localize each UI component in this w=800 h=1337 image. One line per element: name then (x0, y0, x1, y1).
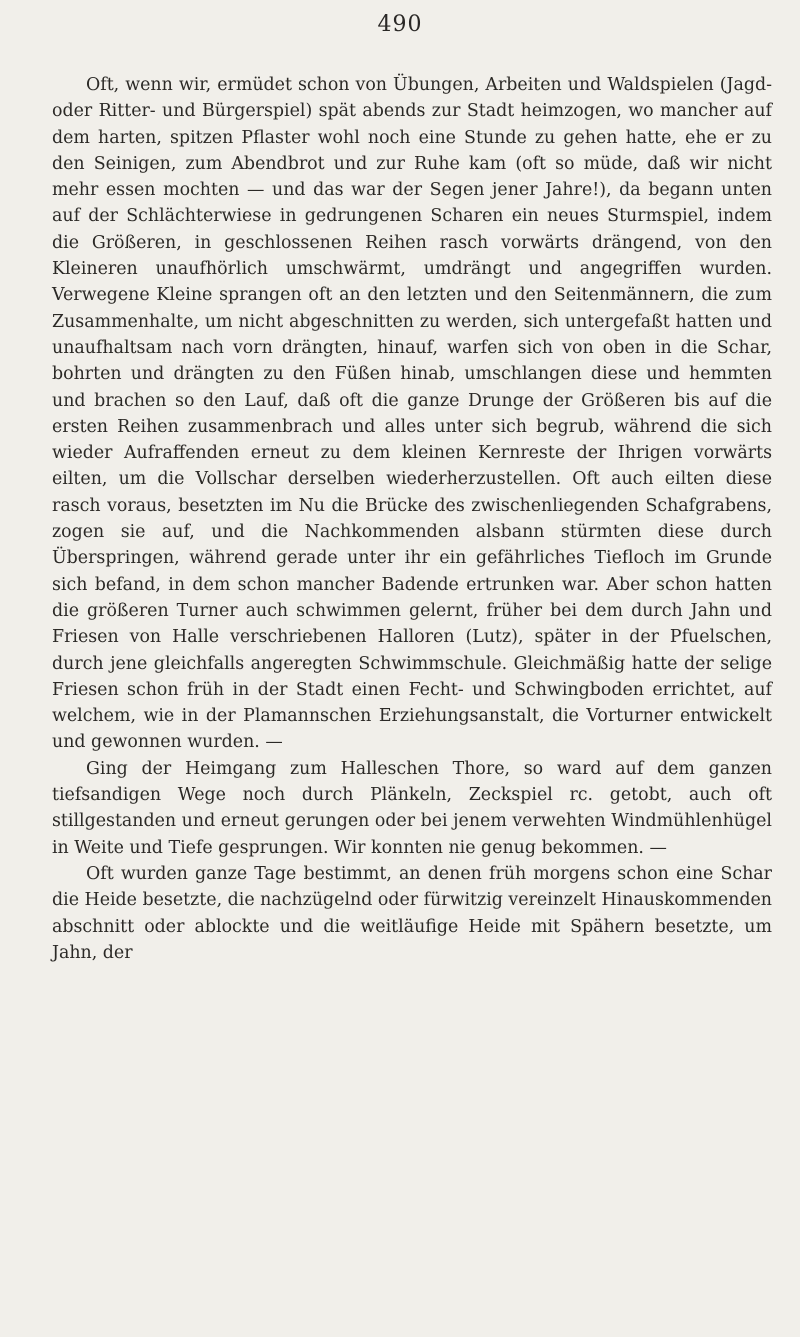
body-text (52, 72, 772, 966)
paragraph-sports-games: Oft, wenn wir, ermüdet schon von Übungen, Arbeiten und Waldspielen (Jagd- oder Ritter- und Bürgerspiel) spät abends zur Stadt heimzogen, wo mancher auf dem harten, spitzen Pflaster wohl noch eine Stunde zu gehen hatte, ehe er zu den Seinigen, zum Abendbrot und zur Ruhe kam (oft so müde, daß wir nicht mehr essen mochten — und das war der Segen jener Jahre!), da begann unten auf der Schlächterwiese in gedrungenen Scharen ein neues Sturmspiel, indem die Größeren, in geschlossenen Reihen rasch vorwärts drängend, von den Kleineren unaufhörlich umschwärmt, umdrängt und angegriffen wurden. Verwegene Kleine sprangen oft an den letzten und den Seitenmännern, die zum Zusammenhalte, um nicht abgeschnitten zu werden, sich untergefaßt hatten und unaufhaltsam nach vorn drängten, hinauf, warfen sich von oben in die Schar, bohrten und drängten zu den Füßen hinab, umschlangen diese und hemmten und brachen so den Lauf, daß oft die ganze Drunge der Größeren bis auf die ersten Reihen zusammenbrach und alles unter sich begrub, während die sich wieder Aufraffenden erneut zu dem kleinen Kernreste der Ihrigen vorwärts eilten, um die Vollschar derselben wiederherzustellen. Oft auch eilten diese rasch voraus, besetzten im Nu die Brücke des zwischenliegenden Schafgrabens, zogen sie auf, und die Nachkommenden alsbann stürmten diese durch Überspringen, während gerade unter ihr ein gefährliches Tiefloch im Grunde sich befand, in dem schon mancher Badende ertrunken war. Aber schon hatten die größeren Turner auch schwimmen gelernt, früher bei dem durch Jahn und Friesen von Halle verschriebenen Halloren (Lutz), später in der Pfuelschen, durch jene gleichfalls angeregten Schwimmschule. Gleichmäßig hatte der selige Friesen schon früh in der Stadt einen Fecht- und Schwingboden errichtet, auf welchem, wie in der Plamannschen Erziehungsanstalt, die Vorturner entwickelt und gewonnen wurden. — (52, 75, 772, 753)
paragraph-way-home: Ging der Heimgang zum Halleschen Thore, so ward auf dem ganzen tiefsandigen Wege noch durch Plänkeln, Zeckspiel rc. getobt, auch oft stillgestanden und erneut gerungen oder bei jenem verwehten Windmühlenhügel in Weite und Tiefe gesprungen. Wir konnten nie genug bekommen. — (52, 758, 772, 858)
paragraph-whole-days: Oft wurden ganze Tage bestimmt, an denen früh morgens schon eine Schar die Heide besetzte, die nachzügelnd oder fürwitzig vereinzelt Hinauskommenden abschnitt oder ablockte und die weitläufige Heide mit Spähern besetzte, um Jahn, der (52, 863, 772, 963)
page-number: 490 (377, 12, 423, 37)
